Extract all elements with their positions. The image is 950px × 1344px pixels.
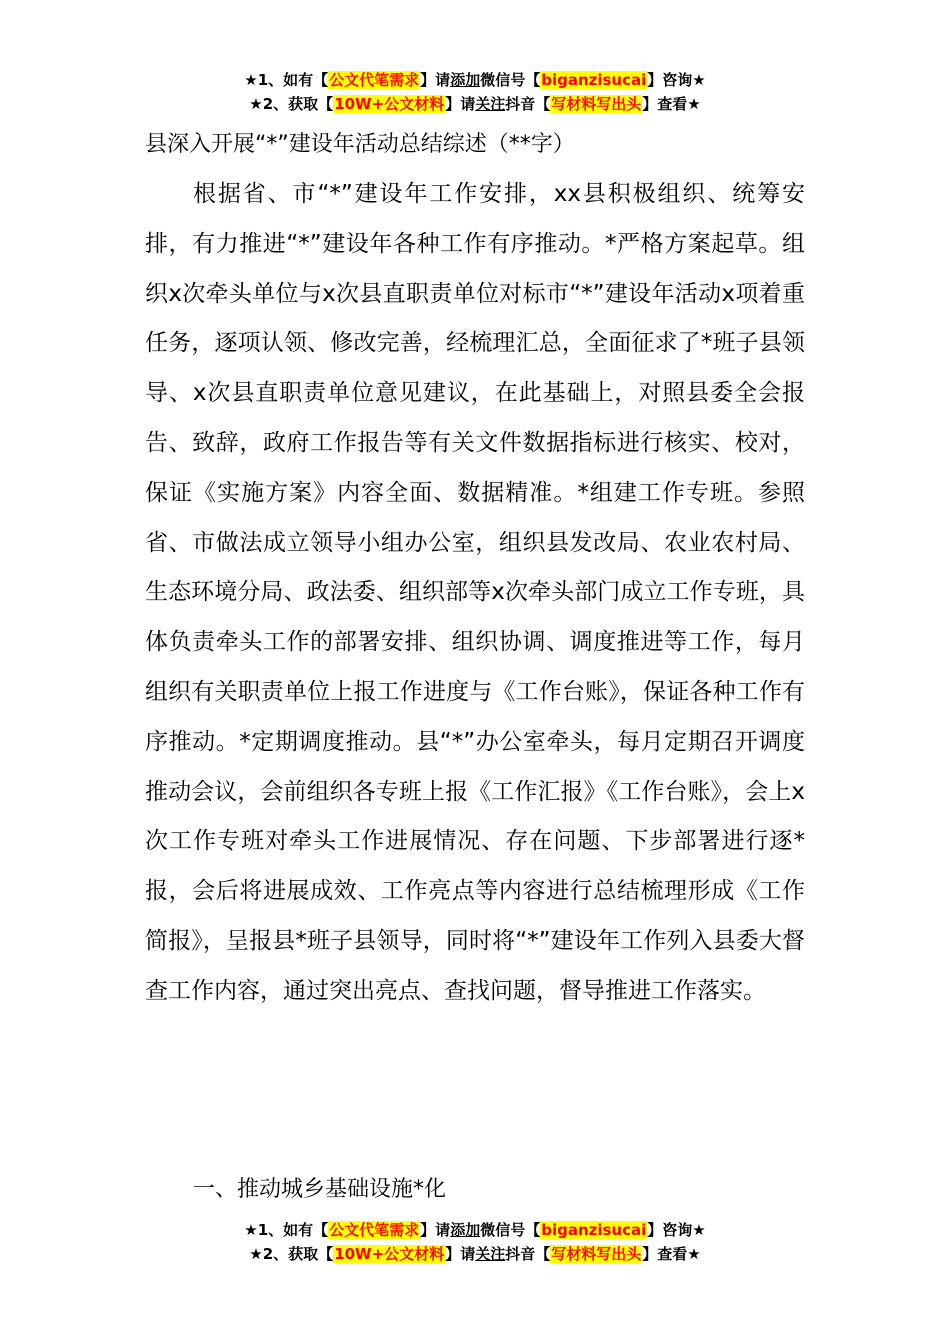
banner-underline: 关注 [475, 1245, 506, 1263]
banner-highlight: 10W+公文材料 [334, 95, 445, 113]
banner-text: 】请 [420, 1221, 451, 1239]
banner-line-2 [0, 92, 950, 116]
banner-highlight: 写材料写出头 [551, 1245, 642, 1263]
section-heading: 一、推动城乡基础设施*化 [193, 1177, 447, 1202]
banner-text: 微信号【 [480, 71, 541, 89]
banner-text: ★2、获取【 [249, 1245, 334, 1263]
banner-highlight: 写材料写出头 [551, 95, 642, 113]
banner-text: 】请 [445, 95, 476, 113]
banner-underline: 添加 [450, 1221, 481, 1239]
banner-highlight: 公文代笔需求 [329, 1221, 420, 1239]
document-title: 县深入开展“*”建设年活动总结综述（**字） [145, 132, 575, 157]
banner-text: 抖音【 [505, 95, 551, 113]
banner-line-2 [0, 1242, 950, 1266]
banner-text: ★1、如有【 [244, 71, 329, 89]
banner-text: 微信号【 [480, 1221, 541, 1239]
banner-text: ★1、如有【 [244, 1221, 329, 1239]
banner-underline: 关注 [475, 95, 506, 113]
banner-text: 】请 [445, 1245, 476, 1263]
body-paragraph: 根据省、市“*”建设年工作安排，xx县积极组织、统筹安排，有力推进“*”建设年各种工作有序推动。*严格方案起草。组织x次牵头单位与x次县直职责单位对标市“*”建设年活动x项着重任务，逐项认领、修改完善，经梳理汇总，全面征求了*班子县领导、x次县直职责单位意见建议，在此基础上，对照县委全会报告、致辞，政府工作报告等有关文件数据指标进行核实、校对，保证《实施方案》内容全面、数据精准。*组建工作专班。参照省、市做法成立领导小组办公室，组织县发改局、农业农村局、生态环境分局、政法委、组织部等x次牵头部门成立工作专班，具体负责牵头工作的部署安排、组织协调、调度推进等工作，每月组织有关职责单位上报工作进度与《工作台账》，保证各种工作有序推动。*定期调度推动。县“*”办公室牵头，每月定期召开调度推动会议，会前组织各专班上报《工作汇报》《工作台账》，会上x次工作专班对牵头工作进展情况、存在问题、下步部署进行逐*报，会后将进展成效、工作亮点等内容进行总结梳理形成《工作简报》，呈报县*班子县领导，同时将“*”建设年工作列入县委大督查工作内容，通过突出亮点、查找问题，督导推进工作落实。 [145, 181, 805, 1004]
banner-text: 】请 [420, 71, 451, 89]
banner-text: 】查看★ [642, 95, 701, 113]
banner-text: 】咨询★ [647, 71, 706, 89]
banner-highlight: 公文代笔需求 [329, 71, 420, 89]
banner-highlight: biganzisucai [541, 71, 647, 89]
banner-line-1 [0, 1218, 950, 1242]
banner-text: 】咨询★ [647, 1221, 706, 1239]
banner-line-1 [0, 68, 950, 92]
banner-text: 抖音【 [505, 1245, 551, 1263]
banner-text: 】查看★ [642, 1245, 701, 1263]
footer-banner [0, 1218, 950, 1266]
banner-highlight: 10W+公文材料 [334, 1245, 445, 1263]
banner-text: ★2、获取【 [249, 95, 334, 113]
banner-highlight: biganzisucai [541, 1221, 647, 1239]
banner-underline: 添加 [450, 71, 481, 89]
header-banner [0, 68, 950, 116]
